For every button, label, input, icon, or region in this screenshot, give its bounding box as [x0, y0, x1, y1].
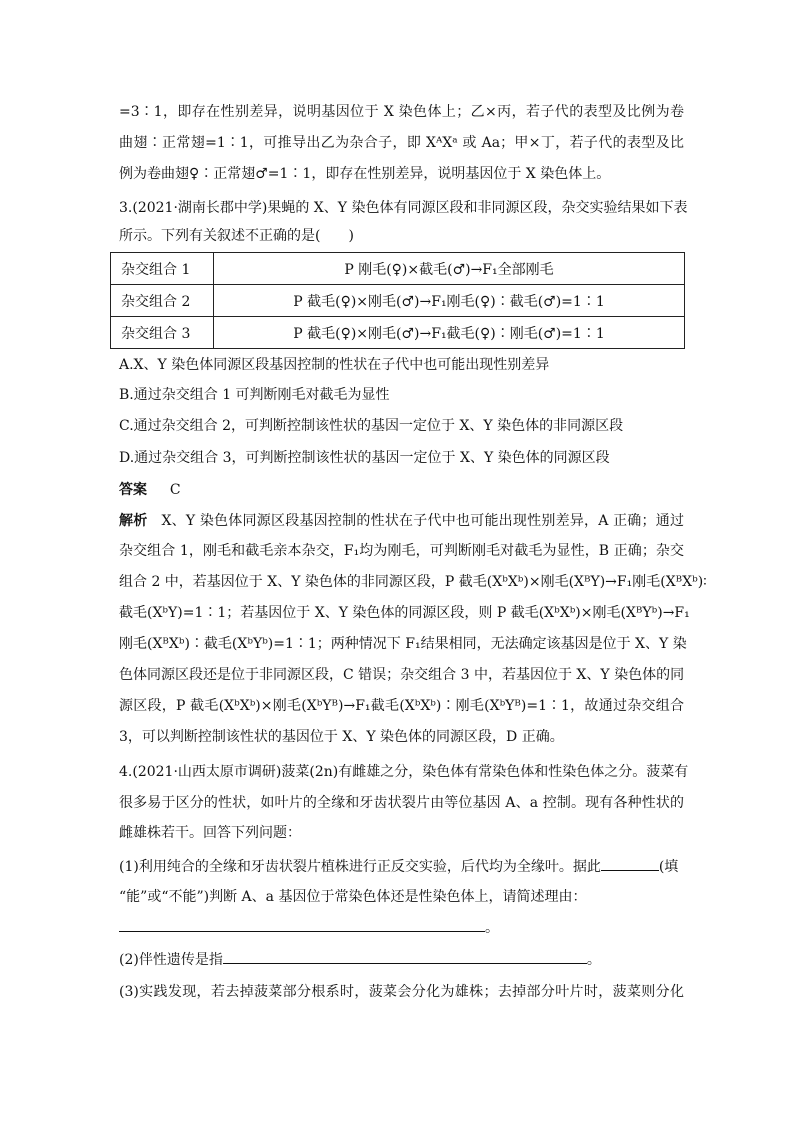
- option-b: B.通过杂交组合 1 可判断刚毛对截毛为显性: [119, 387, 390, 403]
- table-row: [111, 253, 685, 285]
- analysis-line-3: 组合 2 中，若基因位于 X、Y 染色体的非同源区段，P 截毛(XᵇXᵇ)×刚毛(XᴮY)→F₁刚毛(XᴮXᵇ)∶: [119, 574, 707, 590]
- period: 。: [586, 952, 601, 968]
- q4-part1-fill-hint: (填: [658, 859, 679, 875]
- answer-label: 答案: [119, 482, 147, 498]
- table-cell-group: 杂交组合 2: [111, 285, 214, 317]
- continuation-line-2: 曲翅∶正常翅=1∶1，可推导出乙为杂合子，即 XᴬXᵃ 或 Aa；甲×丁，若子代的表型及比: [119, 135, 684, 151]
- continuation-line-1: =3∶1，即存在性别差异，说明基因位于 X 染色体上；乙×丙，若子代的表型及比例为卷: [119, 104, 684, 120]
- option-a: A.X、Y 染色体同源区段基因控制的性状在子代中也可能出现性别差异: [119, 357, 550, 373]
- continuation-line-3: 例为卷曲翅♀∶正常翅♂=1∶1，即存在性别差异，说明基因位于 X 染色体上。: [119, 166, 611, 182]
- analysis-text: X、Y 染色体同源区段基因控制的性状在子代中也可能出现性别差异，A 正确；通过: [161, 513, 685, 529]
- table-cell-group: 杂交组合 3: [111, 317, 214, 349]
- q3-stem-line-2: 所示。下列有关叙述不正确的是( ): [119, 228, 354, 244]
- analysis-line-2: 杂交组合 1，刚毛和截毛亲本杂交，F₁均为刚毛，可判断刚毛对截毛为显性，B 正确；杂交: [119, 543, 684, 559]
- q4-part1-line-2: “能”或“不能”)判断 A、a 基因位于常染色体还是性染色体上，请简述理由：: [119, 889, 587, 905]
- table-cell-result: P 截毛(♀)×刚毛(♂)→F₁刚毛(♀)∶截毛(♂)=1∶1: [214, 285, 685, 317]
- table-cell-result: P 截毛(♀)×刚毛(♂)→F₁截毛(♀)∶刚毛(♂)=1∶1: [214, 317, 685, 349]
- answer-blank[interactable]: [223, 963, 587, 964]
- answer-value: C: [169, 482, 181, 498]
- q4-stem-line-3: 雌雄株若干。回答下列问题：: [119, 825, 301, 841]
- table-cell-result: P 刚毛(♀)×截毛(♂)→F₁全部刚毛: [214, 253, 685, 285]
- option-c: C.通过杂交组合 2，可判断控制该性状的基因一定位于 X、Y 染色体的非同源区段: [119, 418, 624, 434]
- q4-stem-line-1: 4.(2021·山西太原市调研)菠菜(2n)有雌雄之分，染色体有常染色体和性染色体之分。菠菜有: [119, 764, 689, 780]
- q4-part2-text: (2)伴性遗传是指: [119, 952, 223, 968]
- q4-part2-line: [119, 950, 601, 970]
- q4-part1-answer-line: [119, 918, 499, 938]
- answer-blank[interactable]: [119, 931, 485, 932]
- analysis-line-6: 色体同源区段还是位于非同源区段，C 错误；杂交组合 3 中，若基因位于 X、Y 染色体的同: [119, 667, 685, 683]
- analysis-label: 解析: [119, 513, 148, 529]
- analysis-line-5: 刚毛(XᴮXᵇ)∶截毛(XᵇYᵇ)=1∶1；两种情况下 F₁结果相同，无法确定该基因是位于 X、Y 染: [119, 636, 687, 652]
- cross-experiment-table: [110, 252, 685, 349]
- q4-part3-line-1: (3)实践发现，若去掉菠菜部分根系时，菠菜会分化为雄株；去掉部分叶片时，菠菜则分化: [119, 984, 684, 1000]
- analysis-line-7: 源区段，P 截毛(XᵇXᵇ)×刚毛(XᵇYᴮ)→F₁截毛(XᵇXᵇ)∶刚毛(XᵇYᴮ)=1∶1，故通过杂交组合: [119, 698, 684, 714]
- q4-part1-line-1: [119, 857, 678, 877]
- q4-part1-text: (1)利用纯合的全缘和牙齿状裂片植株进行正反交实验，后代均为全缘叶。据此: [119, 859, 601, 875]
- analysis-line-8: 3，可以判断控制该性状的基因位于 X、Y 染色体的同源区段，D 正确。: [119, 729, 564, 745]
- analysis-line-4: 截毛(XᵇY)=1∶1；若基因位于 X、Y 染色体的同源区段，则 P 截毛(XᵇXᵇ)×刚毛(XᴮYᵇ)→F₁: [119, 605, 690, 621]
- period: 。: [485, 920, 499, 936]
- answer-blank[interactable]: [601, 870, 659, 871]
- q3-stem-line-1: 3.(2021·湖南长郡中学)果蝇的 X、Y 染色体有同源区段和非同源区段，杂交实验结果如下表: [119, 200, 688, 216]
- option-d: D.通过杂交组合 3，可判断控制该性状的基因一定位于 X、Y 染色体的同源区段: [119, 450, 610, 466]
- analysis-line-1: [119, 511, 684, 531]
- table-cell-group: 杂交组合 1: [111, 253, 214, 285]
- table-row: [111, 317, 685, 349]
- q4-stem-line-2: 很多易于区分的性状，如叶片的全缘和牙齿状裂片由等位基因 A、a 控制。现有各种性状的: [119, 795, 684, 811]
- answer-line: [119, 480, 181, 500]
- table-row: [111, 285, 685, 317]
